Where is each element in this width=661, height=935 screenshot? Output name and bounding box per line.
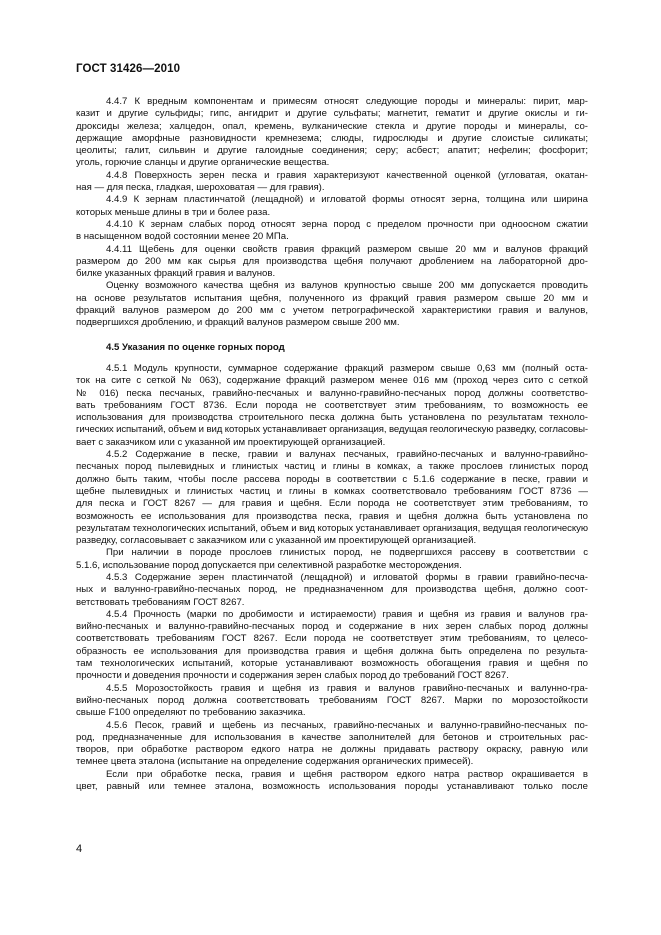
- document-header: ГОСТ 31426—2010: [76, 63, 181, 75]
- text-line: ток на сите с сеткой № 063), содержание фракций размером менее 016 мм (проход через сито с сеткой: [76, 375, 588, 387]
- text-line: вийно-песчаных пород должна соответствовать требованиям ГОСТ 8267. Марки по морозостойкости: [76, 694, 588, 706]
- text-line: уголь, горючие сланцы и другие органические вещества.: [76, 157, 330, 169]
- text-line: цеолиты; галит, сильвин и другие галоидные соединения; серу; асбест; апатит; нефелин; фосфорит;: [76, 145, 588, 157]
- page-number: 4: [76, 843, 83, 855]
- text-line: должно быть таким, чтобы после рассева породы в соответствии с 5.1.6 содержание в песке, гравии и: [76, 473, 588, 485]
- text-line: на основе результатов испытания щебня, полученного из фракций гравия размером свыше 20 мм и: [76, 292, 588, 304]
- text-line: держащие аморфные разновидности кремнезема; слюды, гидрослюды и другие слоистые силикаты;: [76, 132, 588, 144]
- text-line: для песка и ГОСТ 8267 — для гравия и щебня. Если порода не соответствует этим требованиям, то: [76, 498, 588, 510]
- text-line: ная — для песка, гладкая, шероховатая — для гравия).: [76, 182, 325, 194]
- text-line: ветствовать требованиям ГОСТ 8267.: [76, 596, 245, 608]
- text-line: 4.4.9 К зернам пластинчатой (лещадной) и игловатой формы относят зерна, толщина или ширина: [106, 194, 588, 206]
- text-line: размером до 200 мм как сырья для производства щебня получают дроблением на лабораторной дро-: [76, 255, 588, 267]
- text-line: 4.4.10 К зернам слабых пород относят зерна пород с пределом прочности при одноосном сжатии: [106, 218, 588, 230]
- document-body: [76, 96, 588, 793]
- text-line: творов, при обработке раствором едкого натра не должны придавать раствору окраску, равную или: [76, 744, 588, 756]
- paragraph-p453: [76, 572, 588, 609]
- text-line: там технологических испытаний, которые устанавливают возможность обогащения гравия и щебня по: [76, 658, 588, 670]
- text-line: соответствовать требованиям ГОСТ 8267. Если порода не соответствует этим требованиям, то целесо-: [76, 633, 588, 645]
- text-line: 4.5.1 Модуль крупности, суммарное содержание фракций размером свыше 0,63 мм (полный оста-: [106, 362, 588, 374]
- paragraph-p452: [76, 449, 588, 547]
- text-line: возможность ее использования для производства песка, гравия и щебня должна быть установлена по: [76, 510, 588, 522]
- text-line: вает с заказчиком или с указанной им проектирующей организацией.: [76, 436, 386, 448]
- text-line: образность ее использования для производства гравия и щебня должна быть определена по результа-: [76, 645, 588, 657]
- text-line: щебне пылевидных и глинистых частиц и глины в комках соответствовало требованиям ГОСТ 8736 —: [76, 485, 588, 497]
- paragraph-p456: [76, 720, 588, 769]
- text-line: 4.5.3 Содержание зерен пластинчатой (лещадной) и игловатой формы в гравии гравийно-песча-: [106, 571, 588, 583]
- text-line: казит и другие сульфиды; гипс, ангидрит и другие сульфаты; магнетит, гематит и другие окислы и ги-: [76, 108, 588, 120]
- text-line: результатам технологических испытаний, объем и вид которых устанавливает организация, ведущая геологическую: [76, 522, 588, 534]
- text-line: дроксиды железа; халцедон, опал, кремень, вулканические стекла и другие породы и минералы, со-: [76, 120, 588, 132]
- paragraph-p4411: [76, 244, 588, 281]
- text-line: песчаных пород пылевидных и глинистых частиц и глины в комках, а также прослоев глинистых пород: [76, 461, 588, 473]
- text-line: 4.5.6 Песок, гравий и щебень из песчаных, гравийно-песчаных и валунно-гравийно-песчаных по-: [106, 719, 588, 731]
- text-line: разведку, согласовывает с заказчиком или с указанной им проектирующей организацией.: [76, 535, 477, 547]
- text-line: 5.1.6, использование пород допускается при селективной разработке месторождения.: [76, 559, 462, 571]
- paragraph-p454: [76, 609, 588, 683]
- text-line: 4.4.11 Щебень для оценки свойств гравия фракций размером свыше 20 мм и валунов фракций: [106, 243, 588, 255]
- paragraph-p447: [76, 96, 588, 170]
- paragraph-p4410: [76, 219, 588, 244]
- paragraph-p4411b: [76, 280, 588, 329]
- text-line: род, предназначенные для использования в качестве заполнителей для бетонов и строительных рас-: [76, 731, 588, 743]
- text-line: прочности и доведения прочности и содержания зерен слабых пород до требований ГОСТ 8267.: [76, 670, 509, 682]
- sections-4-5: [76, 363, 588, 793]
- text-line: использования для производства строительного песка должна быть установлена по результатам техноло-: [76, 412, 588, 424]
- sections-4-4: [76, 96, 588, 330]
- text-line: вийно-песчаных и валунно-гравийно-песчаных пород и содержание в них зерен слабых пород должны: [76, 621, 588, 633]
- paragraph-p448: [76, 170, 588, 195]
- text-line: темнее цвета эталона (испытание на определение содержания органических примесей).: [76, 756, 474, 768]
- text-line: подвергшихся дроблению, и фракций валунов размером свыше 200 мм.: [76, 317, 400, 329]
- text-line: цвет, равный или темнее эталона, возможность использования породы устанавливают только после: [76, 781, 588, 793]
- text-line: свыше F100 определяют по требованию заказчика.: [76, 707, 306, 719]
- text-line: 4.5.2 Содержание в песке, гравии и валунах песчаных, гравийно-песчаных и валунно-гравийно-: [106, 449, 588, 461]
- text-line: ных и валунно-гравийно-песчаных пород, не предназначенном для производства щебня, должно соот-: [76, 584, 588, 596]
- text-line: гических испытаний, объем и вид которых устанавливает организация, ведущая геологическую разведку, согласовы-: [76, 424, 588, 436]
- text-line: билке указанных фракций гравия и валунов.: [76, 268, 276, 280]
- text-line: 4.4.8 Поверхность зерен песка и гравия характеризуют качественной оценкой (угловатая, окатан-: [106, 169, 588, 181]
- text-line: Оценку возможного качества щебня из валунов крупностью свыше 200 мм допускается проводить: [106, 280, 588, 292]
- text-line: 4.5.4 Прочность (марки по дробимости и истираемости) гравия и щебня из гравия и валунов гра-: [106, 608, 588, 620]
- section-heading-4-5: 4.5 Указания по оценке горных пород: [106, 341, 285, 353]
- text-line: 4.5.5 Морозостойкость гравия и щебня из гравия и валунов гравийно-песчаных и валунно-гра-: [106, 682, 588, 694]
- paragraph-p452b: [76, 547, 588, 572]
- text-line: вать требованиям ГОСТ 8736. Если порода не соответствует этим требованиям, то возможность ее: [76, 399, 588, 411]
- text-line: фракций валунов размером до 200 мм с учетом петрографической характеристики гравия и валунов,: [76, 305, 588, 317]
- paragraph-p456b: [76, 769, 588, 794]
- paragraph-p451: [76, 363, 588, 449]
- text-line: Если при обработке песка, гравия и щебня раствором едкого натра раствор окрашивается в: [106, 768, 588, 780]
- paragraph-p455: [76, 683, 588, 720]
- text-line: которых меньше длины в три и более раза.: [76, 206, 271, 218]
- text-line: № 016) песка песчаных, гравийно-песчаных и валунно-гравийно-песчаных пород должны соответство-: [76, 387, 588, 399]
- text-line: 4.4.7 К вредным компонентам и примесям относят следующие породы и минералы: пирит, мар-: [106, 96, 588, 107]
- text-line: При наличии в породе прослоев глинистых пород, не подвергшихся рассеву в соответствии с: [106, 547, 588, 559]
- paragraph-p449: [76, 194, 588, 219]
- text-line: в насыщенном водой состоянии менее 20 МПа.: [76, 231, 289, 243]
